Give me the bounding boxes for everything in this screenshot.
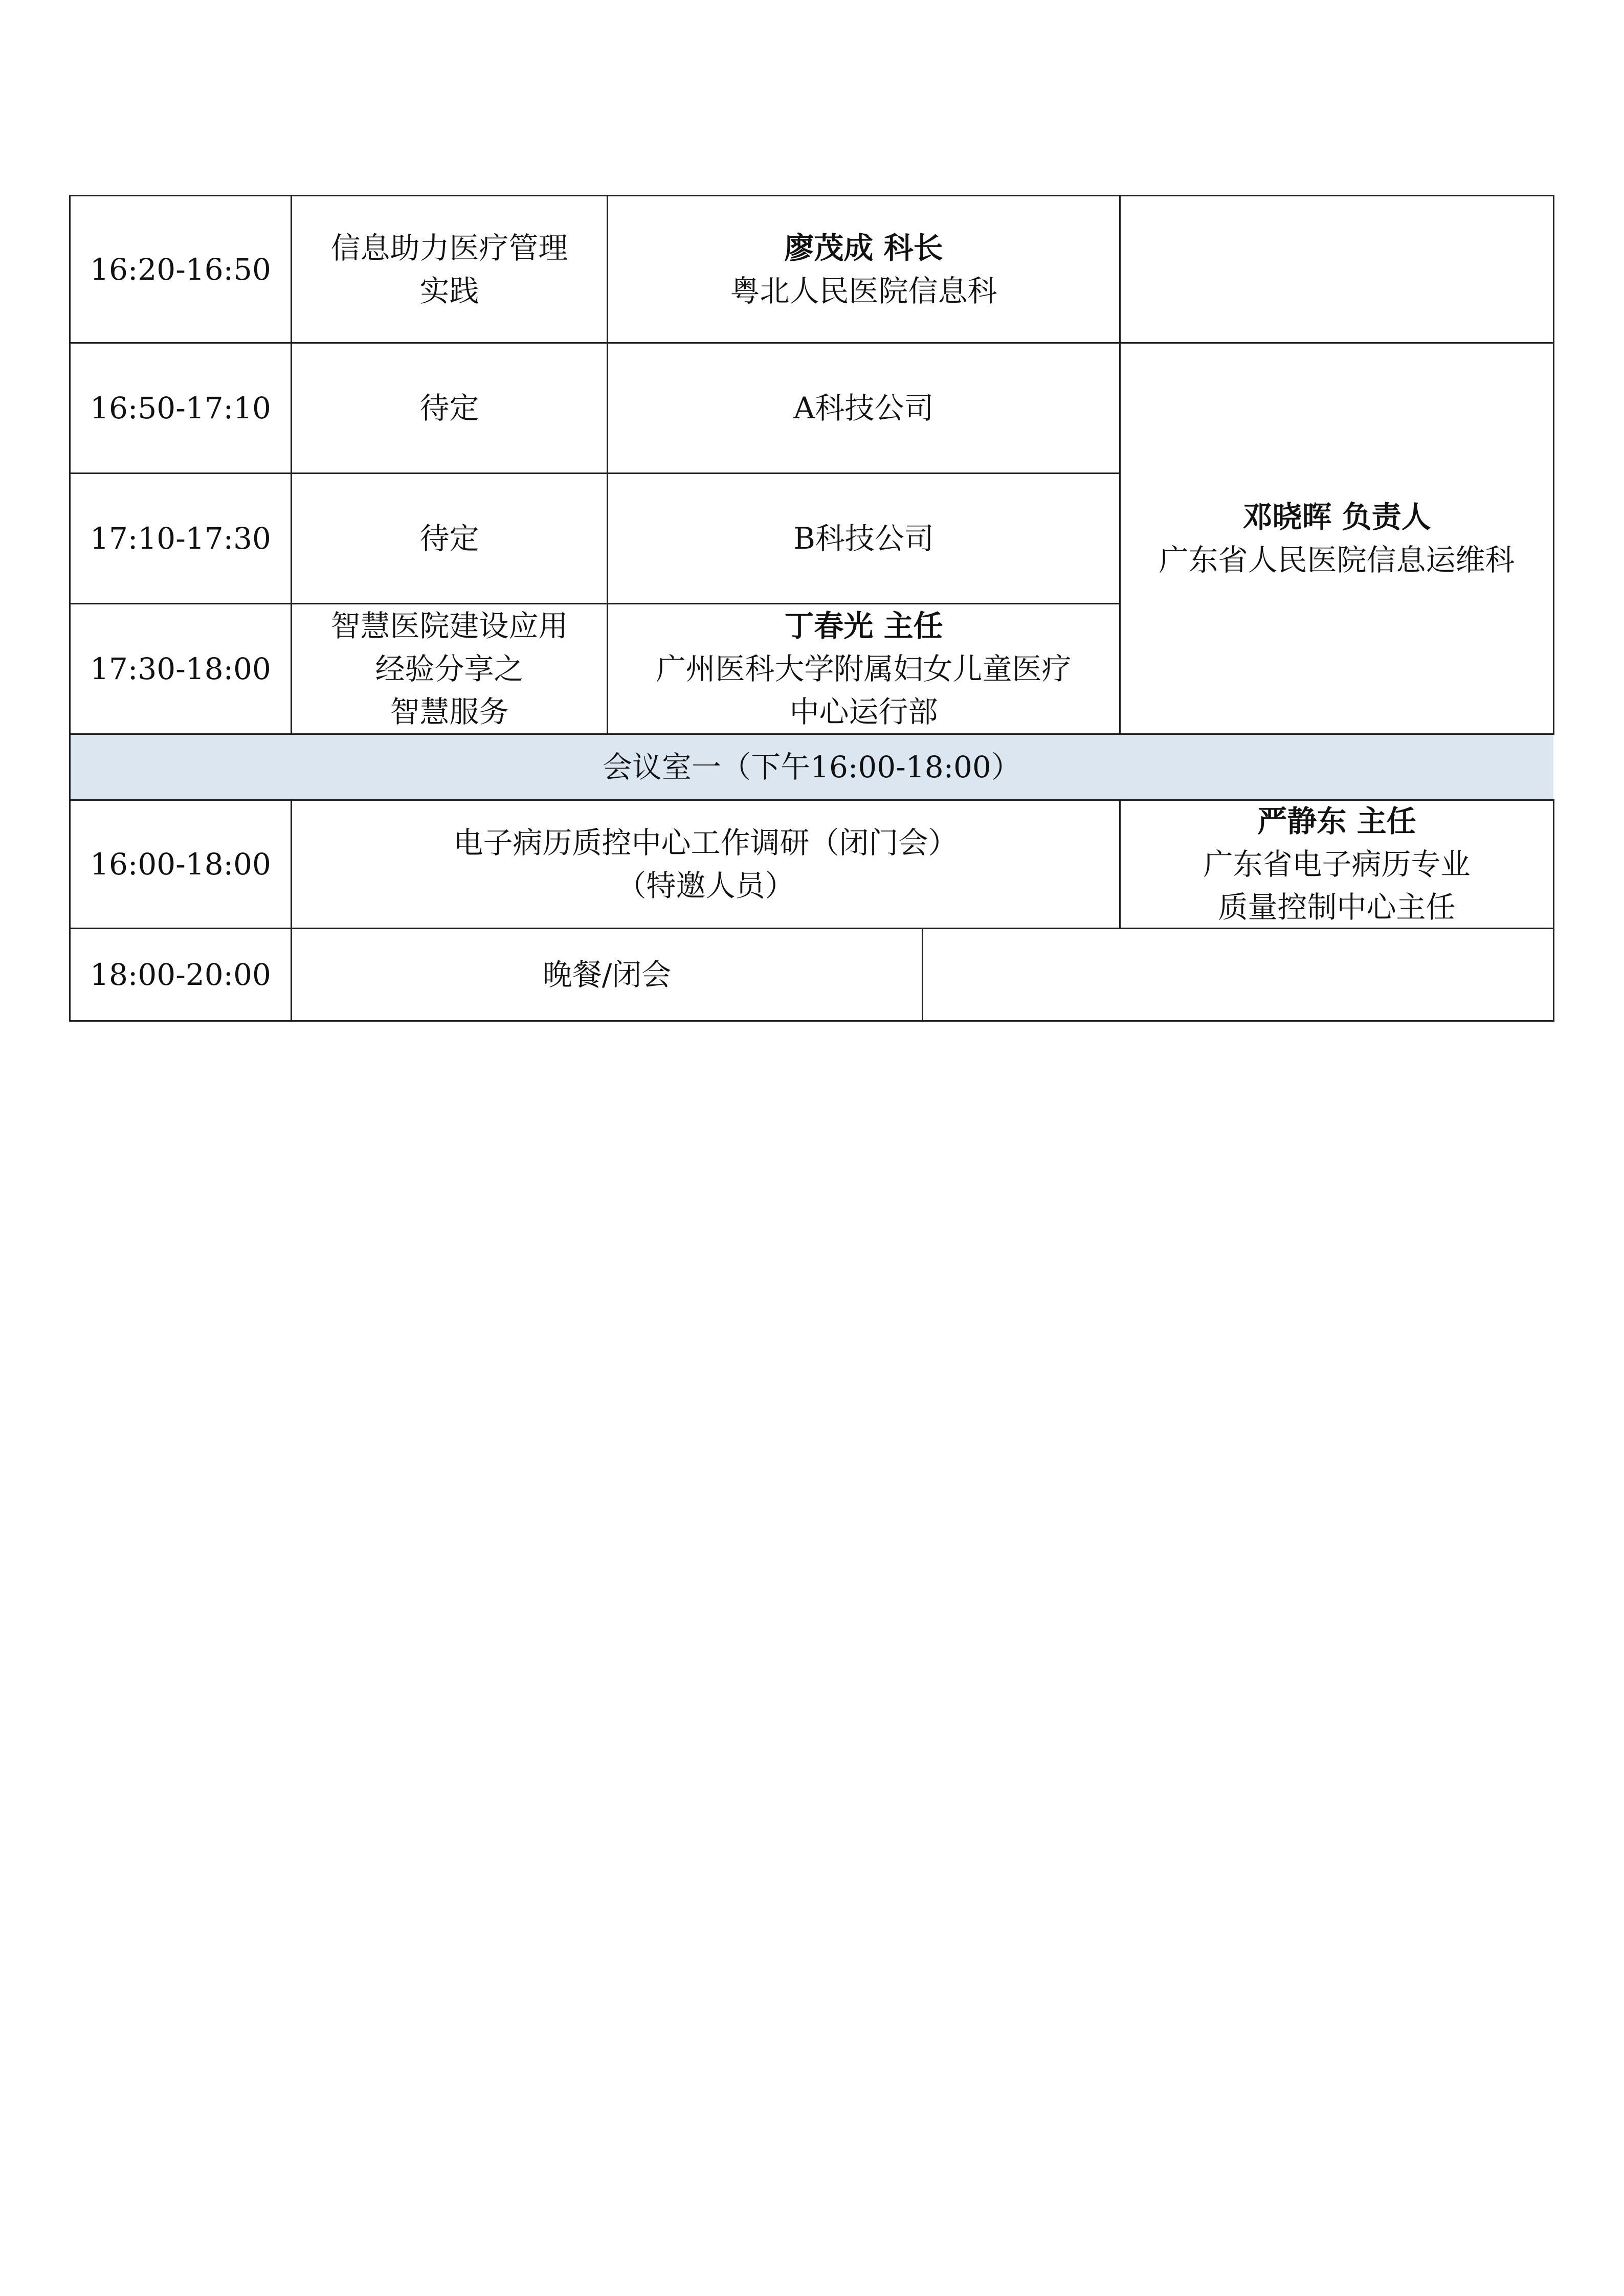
closing-content-cell bbox=[292, 929, 922, 1020]
time-cell bbox=[71, 801, 291, 928]
section-header bbox=[71, 735, 1553, 799]
time-text: 16:00-18:00 bbox=[90, 847, 271, 882]
topic-line: 信息助力医疗管理 bbox=[330, 230, 568, 265]
speaker-cell bbox=[608, 604, 1119, 733]
speaker-name: 廖茂成 科长 bbox=[784, 230, 943, 265]
time-cell bbox=[71, 344, 291, 472]
time-text: 17:10-17:30 bbox=[90, 521, 271, 556]
time-cell bbox=[71, 929, 291, 1020]
speaker-org: 广州医科大学附属妇女儿童医疗 bbox=[656, 651, 1072, 686]
host-org: 广东省电子病历专业 bbox=[1203, 847, 1471, 882]
time-text: 16:20-16:50 bbox=[90, 252, 271, 287]
topic-line: 实践 bbox=[419, 273, 479, 308]
host-name: 严静东 主任 bbox=[1257, 804, 1416, 839]
special-content-line: （特邀人员） bbox=[616, 868, 795, 903]
topic-cell bbox=[292, 196, 607, 342]
time-cell bbox=[71, 196, 291, 342]
host-org: 广东省人民医院信息运维科 bbox=[1159, 543, 1515, 577]
speaker-org: A科技公司 bbox=[793, 391, 934, 425]
topic-cell bbox=[292, 344, 607, 472]
topic-line: 待定 bbox=[419, 521, 479, 556]
speaker-org: 中心运行部 bbox=[789, 694, 938, 729]
time-cell bbox=[71, 604, 291, 733]
table-rule bbox=[1553, 195, 1554, 735]
special-content-line: 电子病历质控中心工作调研（闭门会） bbox=[453, 825, 958, 860]
speaker-org: 粤北人民医院信息科 bbox=[730, 273, 997, 308]
topic-line: 经验分享之 bbox=[375, 651, 524, 686]
special-content-cell bbox=[292, 801, 1119, 928]
topic-cell bbox=[292, 604, 607, 733]
closing-content: 晚餐/闭会 bbox=[542, 957, 672, 992]
host-org: 质量控制中心主任 bbox=[1218, 890, 1456, 925]
host-name: 邓晓晖 负责人 bbox=[1242, 500, 1431, 534]
topic-line: 待定 bbox=[419, 391, 479, 425]
empty-cell bbox=[923, 929, 1553, 1020]
time-text: 17:30-18:00 bbox=[90, 651, 271, 686]
time-text: 18:00-20:00 bbox=[90, 957, 271, 992]
topic-cell bbox=[292, 474, 607, 603]
section-header-text: 会议室一（下午16:00-18:00） bbox=[603, 750, 1021, 784]
speaker-cell bbox=[608, 474, 1119, 603]
table-rule bbox=[1553, 799, 1554, 1022]
speaker-cell bbox=[608, 196, 1119, 342]
topic-line: 智慧医院建设应用 bbox=[330, 609, 568, 643]
special-host-cell bbox=[1121, 801, 1553, 928]
speaker-cell bbox=[608, 344, 1119, 472]
time-cell bbox=[71, 474, 291, 603]
speaker-org: B科技公司 bbox=[793, 521, 934, 556]
time-text: 16:50-17:10 bbox=[90, 391, 271, 425]
host-merged-cell bbox=[1121, 344, 1553, 733]
topic-line: 智慧服务 bbox=[390, 694, 509, 729]
speaker-name: 丁春光 主任 bbox=[784, 609, 943, 643]
